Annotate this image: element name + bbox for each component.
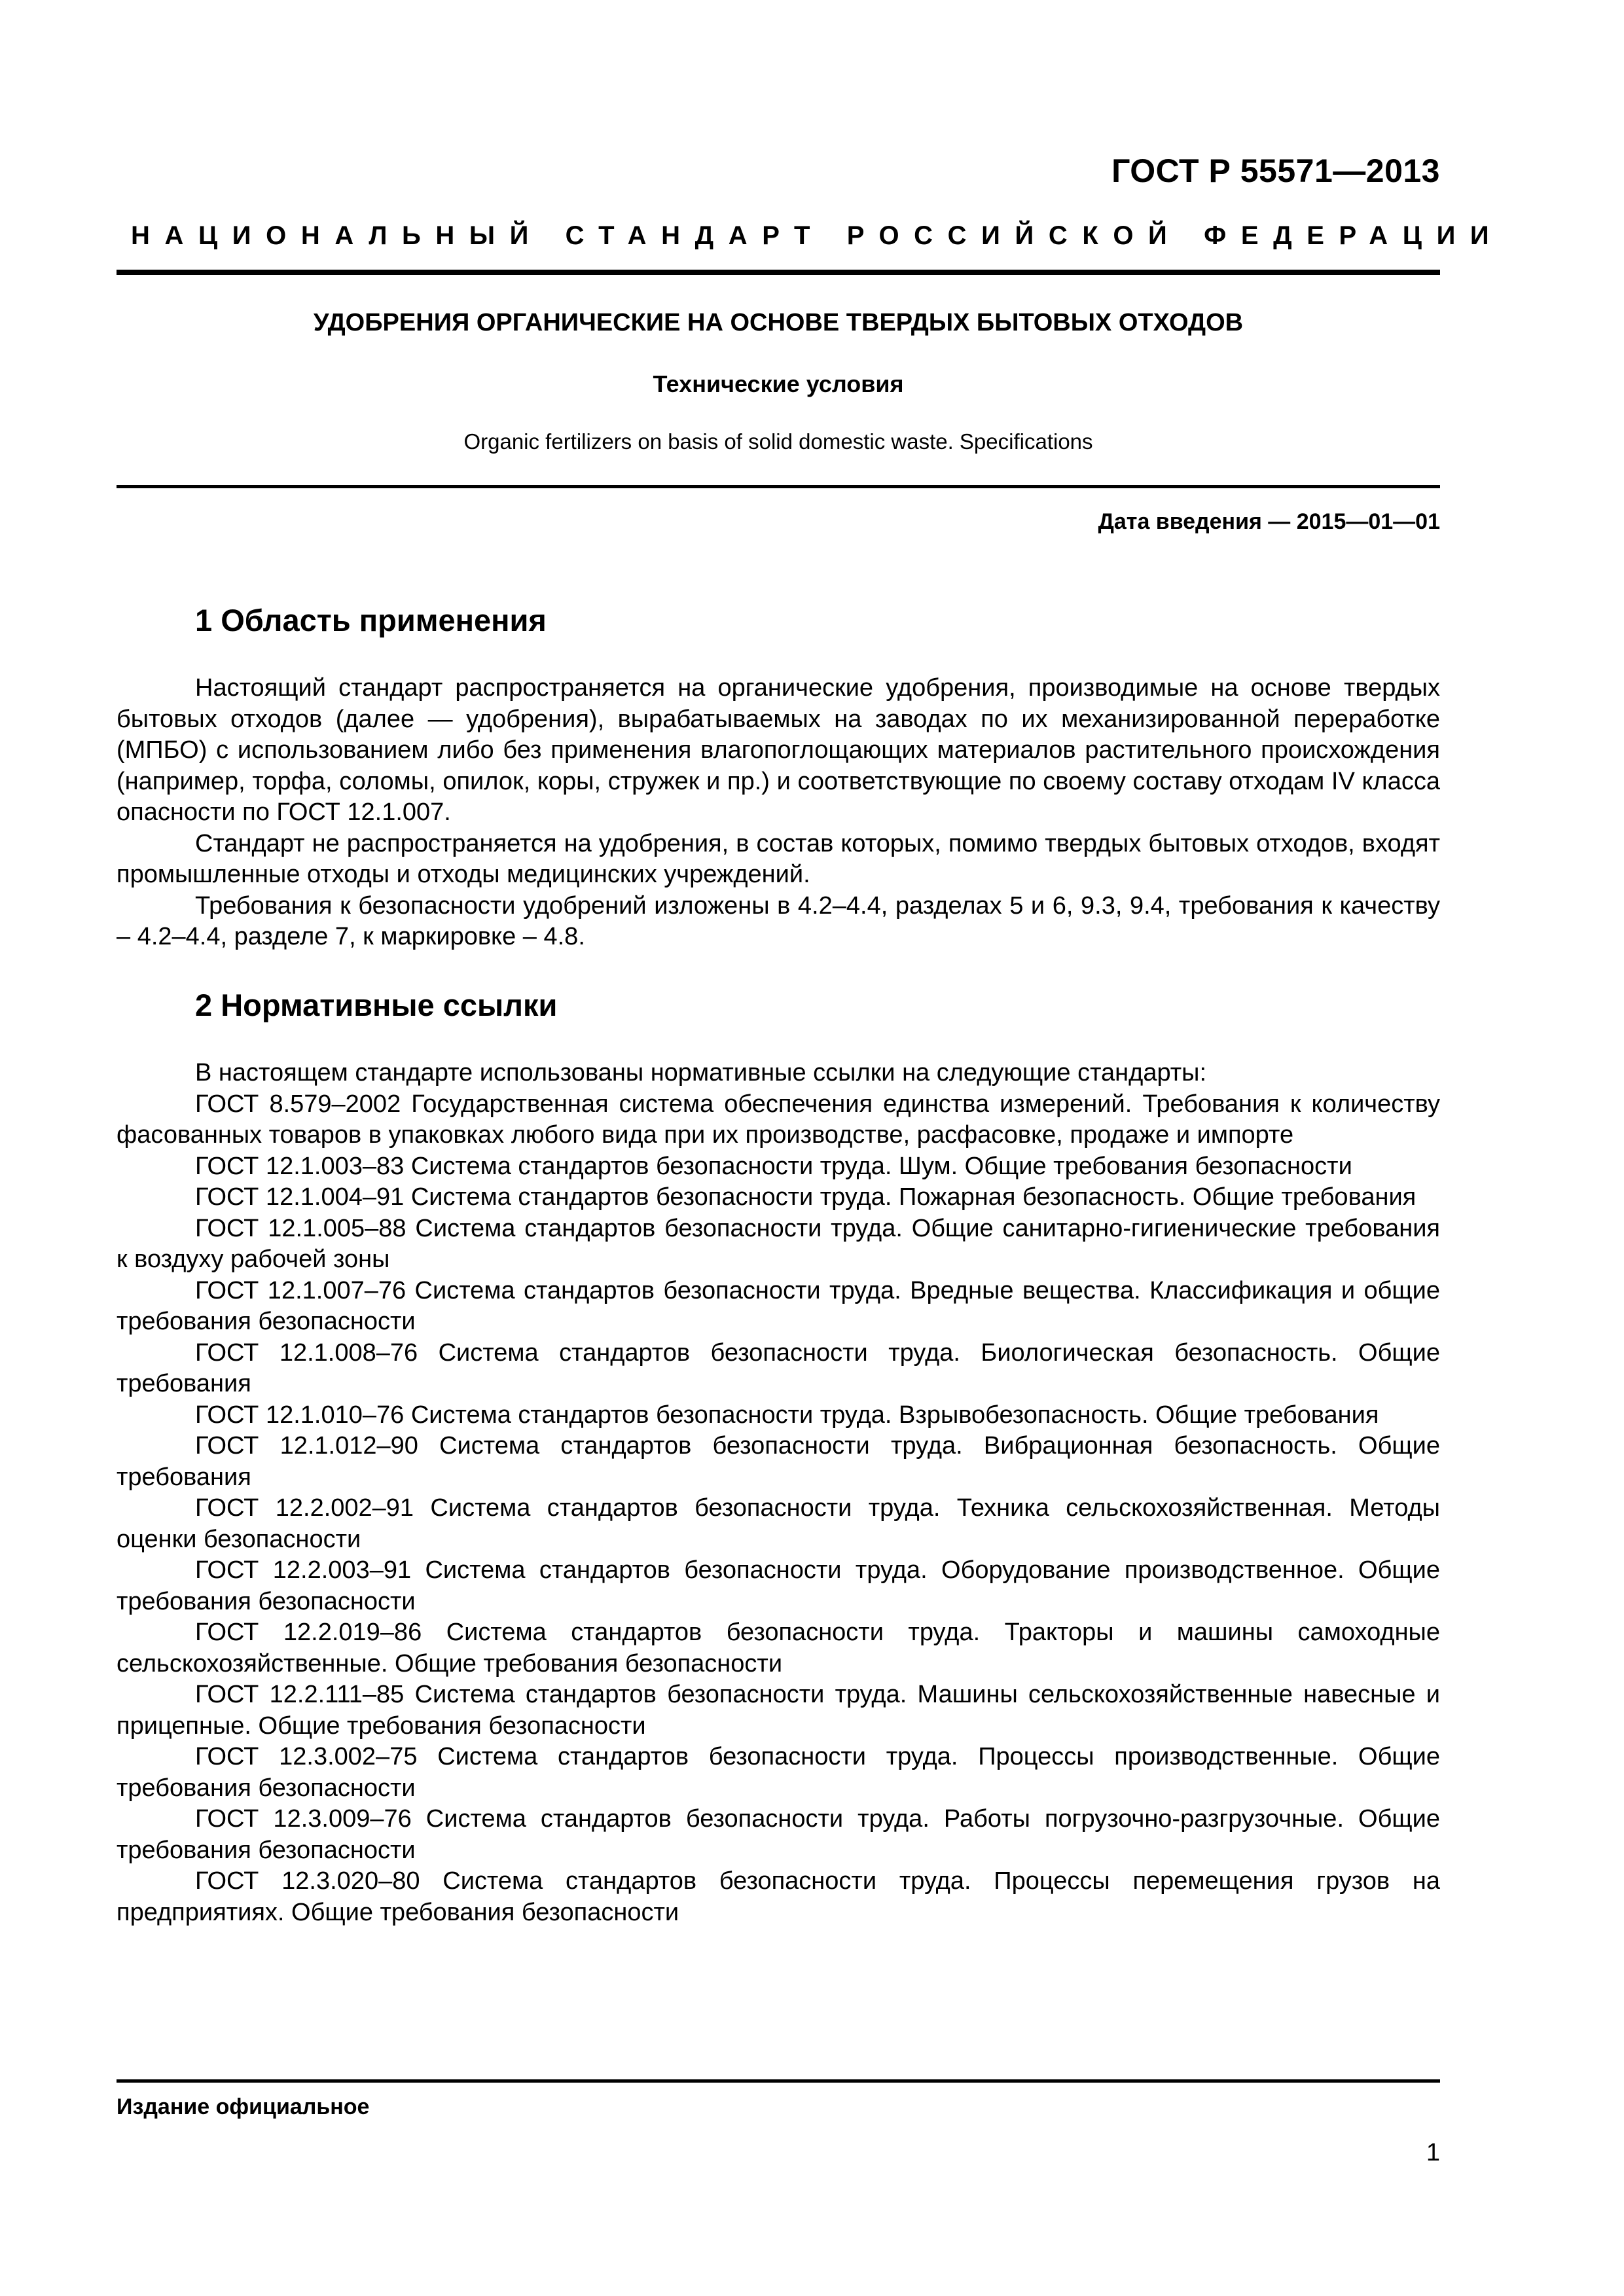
reference-item: ГОСТ 12.1.004–91 Система стандартов безопасности труда. Пожарная безопасность. Общие требования — [195, 1183, 1416, 1211]
edition-label: Издание официальное — [117, 2094, 370, 2119]
reference-item: ГОСТ 12.1.007–76 Система стандартов безопасности труда. Вредные вещества. Классификация и общие требования безопасности — [117, 1276, 1440, 1335]
section-heading: 2 Нормативные ссылки — [195, 988, 558, 1022]
reference-item: ГОСТ 12.2.019–86 Система стандартов безопасности труда. Тракторы и машины самоходные сельскохозяйственные. Общие требования безопасности — [117, 1619, 1440, 1677]
title-divider — [117, 485, 1440, 488]
paragraph: Стандарт не распространяется на удобрения, в состав которых, помимо твердых бытовых отходов, входят промышленные отходы и отходы медицинских учреждений. — [117, 829, 1440, 888]
page-number: 1 — [1426, 2139, 1440, 2166]
reference-item: ГОСТ 12.2.002–91 Система стандартов безопасности труда. Техника сельскохозяйственная. Методы оценки безопасности — [117, 1494, 1440, 1553]
introduction-date: Дата введения — 2015—01—01 — [1098, 509, 1440, 534]
reference-item: ГОСТ 8.579–2002 Государственная система обеспечения единства измерений. Требования к количеству фасованных товаров в упаковках любого вида при их производстве, расфасовке, продаже и импорте — [117, 1090, 1440, 1149]
reference-item: ГОСТ 12.2.111–85 Система стандартов безопасности труда. Машины сельскохозяйственные навесные и прицепные. Общие требования безопасности — [117, 1681, 1440, 1740]
reference-item: ГОСТ 12.1.012–90 Система стандартов безопасности труда. Вибрационная безопасность. Общие требования — [117, 1432, 1440, 1491]
document-subtitle: Технические условия — [653, 370, 904, 397]
standard-number: ГОСТ Р 55571—2013 — [1111, 152, 1440, 189]
reference-item: ГОСТ 12.3.009–76 Система стандартов безопасности труда. Работы погрузочно-разгрузочные. Общие требования безопасности — [117, 1805, 1440, 1864]
header-divider — [117, 270, 1440, 275]
paragraph: Требования к безопасности удобрений изложены в 4.2–4.4, разделах 5 и 6, 9.3, 9.4, требования к качеству – 4.2–4.4, разделе 7, к маркировке – 4.8. — [117, 891, 1440, 950]
reference-item: ГОСТ 12.2.003–91 Система стандартов безопасности труда. Оборудование производственное. Общие требования безопасности — [117, 1556, 1440, 1615]
section-scope — [117, 601, 1440, 953]
reference-item: ГОСТ 12.3.020–80 Система стандартов безопасности труда. Процессы перемещения грузов на предприятиях. Общие требования безопасности — [117, 1867, 1440, 1926]
section-normative-references — [117, 986, 1440, 1928]
reference-item: ГОСТ 12.1.003–83 Система стандартов безопасности труда. Шум. Общие требования безопасности — [195, 1152, 1352, 1180]
footer-divider — [117, 2079, 1440, 2083]
document-title: УДОБРЕНИЯ ОРГАНИЧЕСКИЕ НА ОСНОВЕ ТВЕРДЫХ БЫТОВЫХ ОТХОДОВ — [313, 309, 1244, 336]
reference-item: ГОСТ 12.3.002–75 Система стандартов безопасности труда. Процессы производственные. Общие требования безопасности — [117, 1743, 1440, 1802]
english-title: Organic fertilizers on basis of solid domestic waste. Specifications — [463, 429, 1093, 454]
section-heading: 1 Область применения — [195, 603, 547, 637]
reference-item: ГОСТ 12.1.005–88 Система стандартов безопасности труда. Общие санитарно-гигиенические требования к воздуху рабочей зоны — [117, 1214, 1440, 1273]
paragraph: Настоящий стандарт распространяется на органические удобрения, производимые на основе твердых бытовых отходов (далее — удобрения), вырабатываемых на заводах по их механизированной переработке (МПБО) с использованием либо без применения влагопоглощающих материалов растительного происхождения (например, торфа, соломы, опилок, коры, стружек и пр.) и соответствующие по своему составу отходам IV класса опасности по ГОСТ 12.1.007. — [117, 674, 1440, 826]
reference-item: ГОСТ 12.1.008–76 Система стандартов безопасности труда. Биологическая безопасность. Общие требования — [117, 1338, 1440, 1397]
paragraph: В настоящем стандарте использованы нормативные ссылки на следующие стандарты: — [195, 1059, 1207, 1086]
national-standard-banner: НАЦИОНАЛЬНЫЙ СТАНДАРТ РОССИЙСКОЙ ФЕДЕРАЦИИ — [131, 221, 1504, 250]
reference-item: ГОСТ 12.1.010–76 Система стандартов безопасности труда. Взрывобезопасность. Общие требования — [195, 1401, 1379, 1429]
